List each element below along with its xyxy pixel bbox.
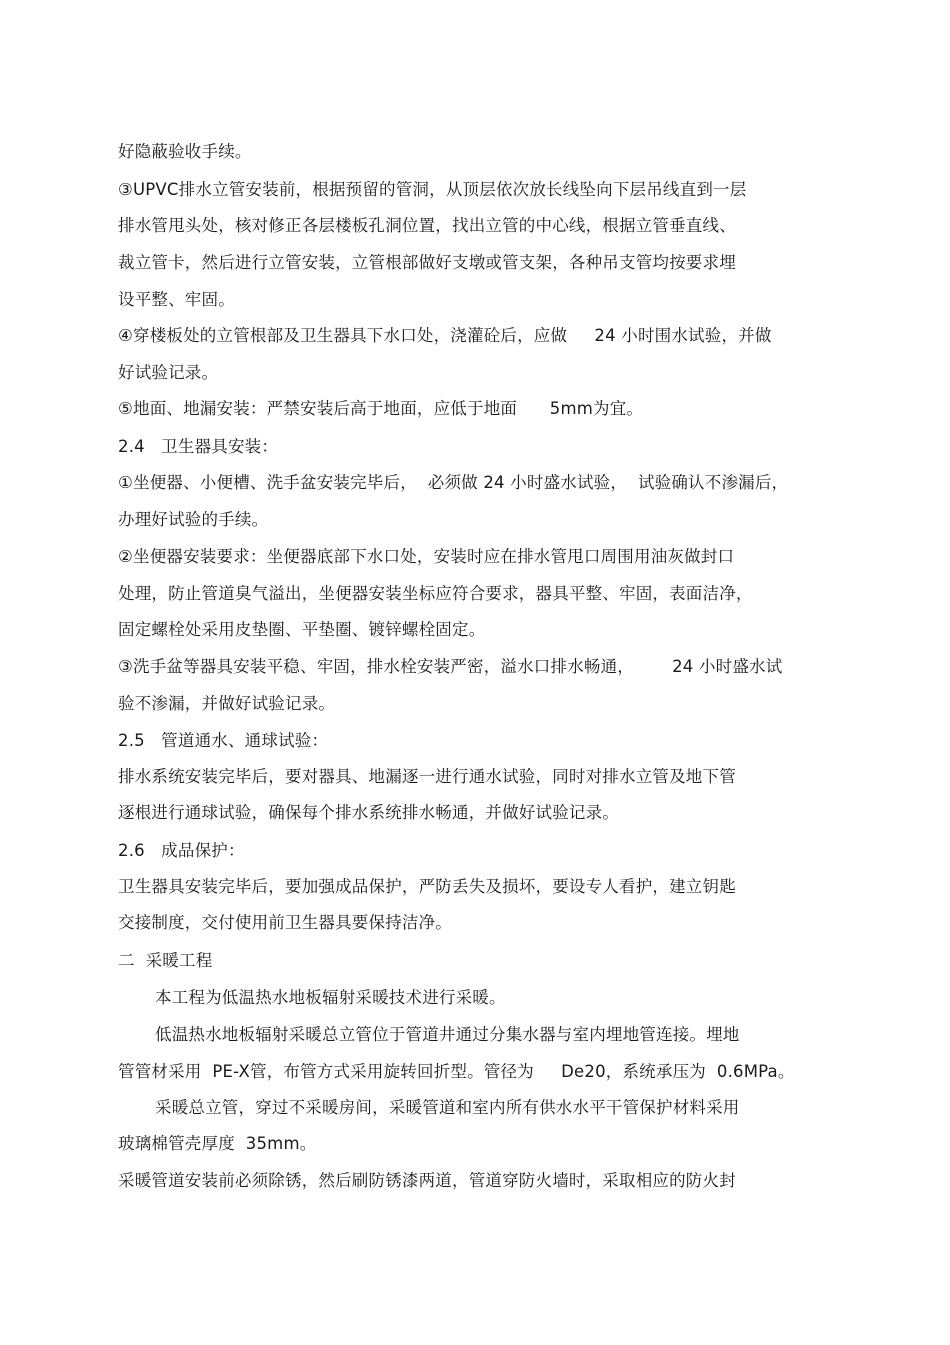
- text-line: 好试验记录。: [118, 363, 219, 382]
- text-line: ④穿楼板处的立管根部及卫生器具下水口处，浇灌砼后，应做 24 小时围水试验，并做: [118, 326, 772, 345]
- text-line: 本工程为低温热水地板辐射采暖技术进行采暖。: [155, 988, 506, 1007]
- text-line: 采暖总立管，穿过不采暖房间，采暖管道和室内所有供水水平干管保护材料采用: [155, 1098, 740, 1117]
- section-heading: 2.6 成品保护：: [118, 841, 245, 860]
- text-line: 办理好试验的手续。: [118, 510, 269, 529]
- text-line: 玻璃棉管壳厚度 35mm。: [118, 1134, 317, 1153]
- text-line: 卫生器具安装完毕后，要加强成品保护，严防丢失及损坏，要设专人看护，建立钥匙: [118, 877, 736, 896]
- text-line: ①坐便器、小便槽、洗手盆安装完毕后， 必须做 24 小时盛水试验， 试验确认不渗漏后，: [118, 473, 789, 492]
- text-line: ⑤地面、地漏安装：严禁安装后高于地面，应低于地面 5mm为宜。: [118, 399, 644, 418]
- text-line: 逐根进行通球试验，确保每个排水系统排水畅通，并做好试验记录。: [118, 803, 619, 822]
- text-line: 低温热水地板辐射采暖总立管位于管道井通过分集水器与室内埋地管连接。埋地: [155, 1025, 740, 1044]
- text-line: 采暖管道安装前必须除锈，然后刷防锈漆两道，管道穿防火墙时，采取相应的防火封: [118, 1171, 736, 1190]
- section-heading: 2.5 管道通水、通球试验：: [118, 731, 329, 750]
- section-heading: 2.4 卫生器具安装：: [118, 437, 279, 456]
- text-line: 设平整、牢固。: [118, 290, 235, 309]
- text-line: 处理，防止管道臭气溢出，坐便器安装坐标应符合要求，器具平整、牢固，表面洁净，: [118, 584, 753, 603]
- text-line: 交接制度，交付使用前卫生器具要保持洁净。: [118, 913, 452, 932]
- text-line: ②坐便器安装要求：坐便器底部下水口处，安装时应在排水管甩口周围用油灰做封口: [118, 547, 735, 566]
- text-line: ③洗手盆等器具安装平稳、牢固，排水栓安装严密，溢水口排水畅通， 24 小时盛水试: [118, 657, 783, 676]
- section-heading: 二 采暖工程: [118, 951, 213, 970]
- text-line: 裁立管卡，然后进行立管安装，立管根部做好支墩或管支架，各种吊支管均按要求埋: [118, 253, 736, 272]
- text-line: ③UPVC排水立管安装前，根据预留的管洞，从顶层依次放长线坠向下层吊线直到一层: [118, 180, 747, 199]
- text-line: 管管材采用 PE-X管，布管方式采用旋转回折型。管径为 De20，系统承压为 0.6MPa。: [118, 1062, 795, 1081]
- text-line: 排水系统安装完毕后，要对器具、地漏逐一进行通水试验，同时对排水立管及地下管: [118, 767, 736, 786]
- text-line: 好隐蔽验收手续。: [118, 142, 252, 161]
- text-line: 固定螺栓处采用皮垫圈、平垫圈、镀锌螺栓固定。: [118, 620, 486, 639]
- text-line: 验不渗漏，并做好试验记录。: [118, 694, 336, 713]
- text-line: 排水管甩头处，核对修正各层楼板孔洞位置，找出立管的中心线，根据立管垂直线、: [118, 216, 736, 235]
